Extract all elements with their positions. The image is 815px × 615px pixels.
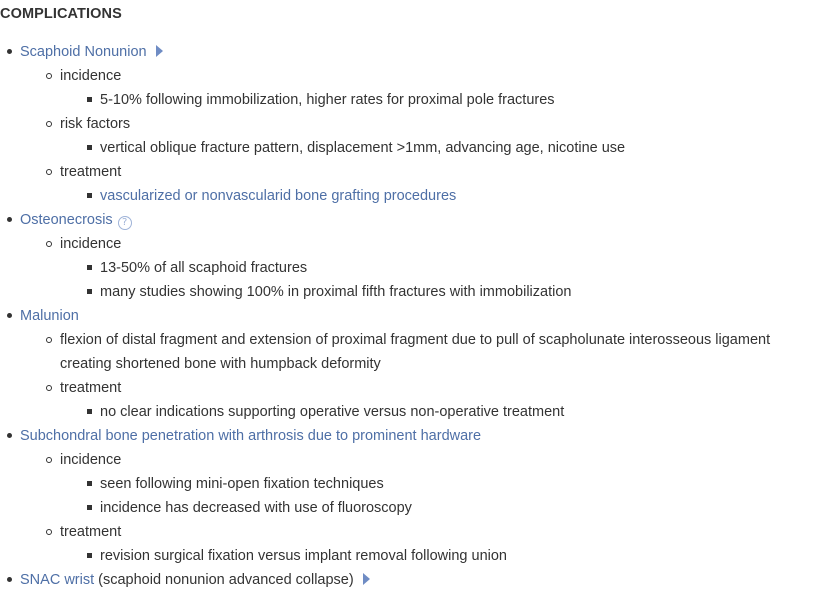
triangle-right-icon[interactable] [363,573,370,585]
list-item-snac-wrist [20,568,370,592]
malunion-link[interactable]: Malunion [20,308,79,324]
bullet-disc [7,313,12,318]
list-item-treatment-label: treatment [60,380,122,396]
bullet-circle [46,121,52,127]
bullet-square [87,481,92,486]
list-item-incidence-text: 13-50% of all scaphoid fractures [100,260,308,276]
list-item-treatment-label: treatment [60,524,122,540]
bullet-square [87,145,92,150]
subchondral-penetration-link[interactable]: Subchondral bone penetration with arthrosis due to prominent hardware [20,428,482,444]
snac-wrist-description: (scaphoid nonunion advanced collapse) [94,572,354,588]
bullet-circle [46,529,52,535]
list-item-treatment-link-row [100,184,456,208]
bullet-circle [46,241,52,247]
list-item-scaphoid-nonunion [20,40,163,64]
bullet-circle [46,457,52,463]
bullet-circle [46,169,52,175]
list-item-malunion [20,304,79,328]
list-item-incidence-text: many studies showing 100% in proximal fifth fractures with immobilization [100,284,572,300]
bullet-square [87,265,92,270]
list-item-osteonecrosis [20,208,132,232]
question-circle-icon[interactable]: ? [118,216,132,230]
list-item-subchondral [20,424,481,448]
section-title: COMPLICATIONS [0,6,122,22]
bullet-square [87,97,92,102]
bullet-square [87,289,92,294]
list-item-incidence-label: incidence [60,236,122,252]
bullet-disc [7,433,12,438]
list-item-risk-factors-label: risk factors [60,116,131,132]
list-item-incidence-text: 5-10% following immobilization, higher rates for proximal pole fractures [100,92,555,108]
bullet-circle [46,73,52,79]
snac-wrist-link[interactable]: SNAC wrist [20,572,95,588]
bullet-circle [46,385,52,391]
list-item-incidence-label: incidence [60,452,122,468]
bullet-disc [7,217,12,222]
list-item-risk-factors-text: vertical oblique fracture pattern, displacement >1mm, advancing age, nicotine use [100,140,626,156]
list-item-malunion-description: flexion of distal fragment and extension of proximal fragment due to pull of scapholunate interosseous ligament [60,332,771,348]
triangle-right-icon[interactable] [156,45,163,57]
list-item-treatment-text: revision surgical fixation versus implant removal following union [100,548,507,564]
list-item-incidence-text: incidence has decreased with use of fluoroscopy [100,500,412,516]
bullet-disc [7,49,12,54]
bullet-square [87,505,92,510]
scaphoid-nonunion-link[interactable]: Scaphoid Nonunion [20,44,147,60]
osteonecrosis-link[interactable]: Osteonecrosis [20,212,113,228]
bullet-square [87,553,92,558]
list-item-treatment-text: no clear indications supporting operative versus non-operative treatment [100,404,565,420]
bullet-circle [46,337,52,343]
bullet-disc [7,577,12,582]
bone-grafting-link[interactable]: vascularized or nonvascularid bone grafting procedures [100,188,457,204]
bullet-square [87,193,92,198]
bullet-square [87,409,92,414]
list-item-malunion-description-cont: creating shortened bone with humpback deformity [60,356,381,372]
list-item-treatment-label: treatment [60,164,122,180]
list-item-incidence-text: seen following mini-open fixation techniques [100,476,384,492]
list-item-incidence-label: incidence [60,68,122,84]
